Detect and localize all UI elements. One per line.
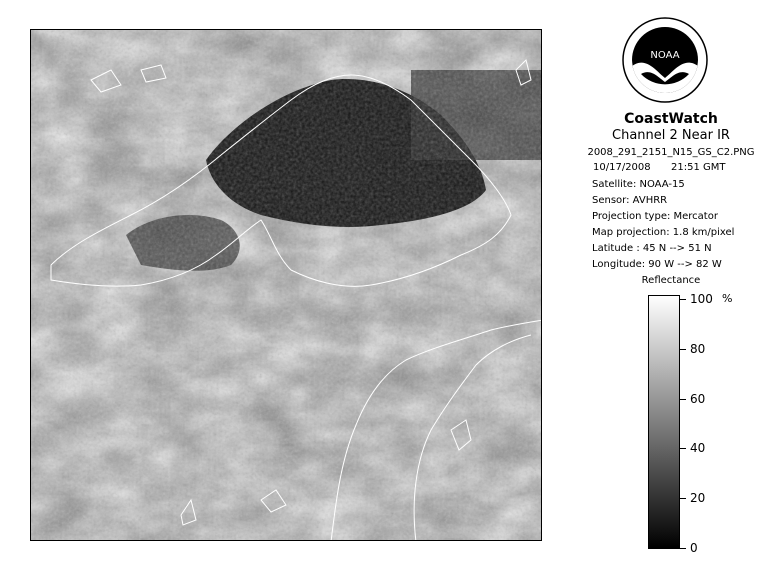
map-projection: Map projection: 1.8 km/pixel	[592, 227, 735, 238]
colorbar-unit: %	[722, 292, 733, 305]
filename: 2008_291_2151_N15_GS_C2.PNG	[587, 147, 755, 158]
longitude: Longitude: 90 W --> 82 W	[592, 259, 722, 270]
colorbar-tick-label: 80	[690, 341, 706, 356]
colorbar	[648, 295, 680, 549]
satellite: Satellite: NOAA-15	[592, 179, 685, 190]
date: 10/17/2008	[593, 162, 651, 173]
colorbar-tick	[680, 548, 686, 549]
colorbar-tick-label: 100	[690, 292, 713, 306]
colorbar-tick-label: 20	[690, 491, 706, 506]
brand-title: CoastWatch	[624, 111, 718, 127]
colorbar-tick	[680, 399, 686, 400]
projection-type: Projection type: Mercator	[592, 211, 718, 222]
colorbar-tick	[680, 498, 686, 499]
channel-label: Channel 2 Near IR	[612, 128, 730, 143]
time: 21:51 GMT	[671, 162, 726, 173]
latitude: Latitude : 45 N --> 51 N	[592, 243, 712, 254]
colorbar-tick-label: 60	[690, 391, 706, 406]
colorbar-tick	[680, 299, 686, 300]
satellite-image	[30, 29, 542, 541]
colorbar-tick-label: 0	[690, 541, 698, 555]
noaa-logo-icon	[621, 16, 709, 104]
colorbar-tick	[680, 349, 686, 350]
colorbar-tick-label: 40	[690, 441, 706, 456]
logo-text: NOAA	[650, 50, 680, 61]
sensor: Sensor: AVHRR	[592, 195, 668, 206]
colorbar-title: Reflectance	[641, 275, 701, 286]
satellite-image-drawing	[31, 30, 542, 541]
colorbar-tick	[680, 448, 686, 449]
